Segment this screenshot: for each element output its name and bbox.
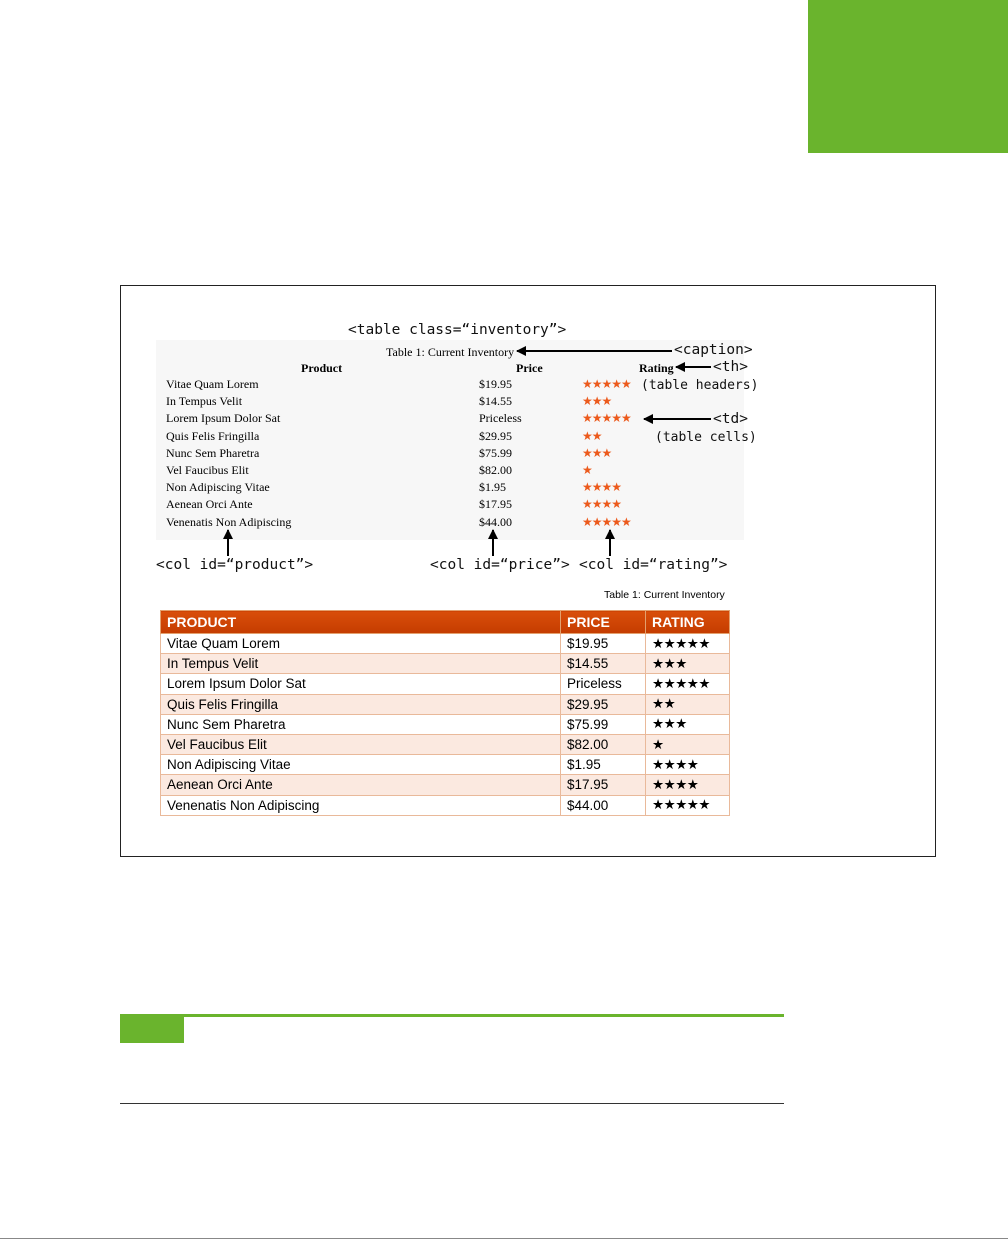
note-top-rule (120, 1014, 784, 1017)
note-bottom-rule (120, 1103, 784, 1104)
rating-stars-icon: ★★★★★ (646, 795, 730, 815)
styled-cell-product: In Tempus Velit (161, 654, 561, 674)
unstyled-cell-price: $17.95 (479, 497, 512, 512)
styled-cell-price: $44.00 (561, 795, 646, 815)
styled-cell-product: Quis Felis Fringilla (161, 694, 561, 714)
unstyled-cell-price: $29.95 (479, 428, 512, 443)
styled-table-body (161, 634, 730, 816)
rating-stars-icon: ★★★★ (582, 497, 622, 512)
styled-cell-price: $29.95 (561, 694, 646, 714)
rating-stars-icon: ★★★★★ (582, 377, 631, 391)
unstyled-cell-price: $82.00 (479, 463, 512, 477)
styled-table-row (161, 795, 730, 815)
styled-table-row (161, 775, 730, 795)
styled-header-product: PRODUCT (161, 611, 561, 634)
col-price-label: <col id=“price”> (430, 557, 570, 573)
unstyled-cell-product: Non Adipiscing Vitae (166, 480, 270, 495)
rating-stars-icon: ★★★★ (646, 755, 730, 775)
rating-stars-icon: ★★★ (582, 394, 612, 409)
unstyled-cell-price: $1.95 (479, 480, 506, 495)
rating-stars-icon: ★★★ (646, 714, 730, 734)
unstyled-cell-product: Vel Faucibus Elit (166, 463, 249, 477)
rating-stars-icon: ★★★★ (582, 480, 622, 495)
unstyled-table-row (156, 514, 744, 531)
styled-cell-product: Venenatis Non Adipiscing (161, 795, 561, 815)
unstyled-header-rating: Rating (639, 361, 674, 375)
unstyled-header-product: Product (301, 361, 343, 375)
rating-stars-icon: ★★★ (582, 445, 612, 460)
unstyled-table-row (156, 445, 744, 462)
th-tag-label: <th> (713, 359, 748, 375)
unstyled-cell-product: In Tempus Velit (166, 394, 243, 409)
styled-cell-product: Non Adipiscing Vitae (161, 755, 561, 775)
rating-stars-icon: ★★★★★ (582, 514, 631, 529)
styled-cell-price: $1.95 (561, 755, 646, 775)
unstyled-cell-price: $44.00 (479, 514, 512, 529)
page-bottom-rule (0, 1238, 1008, 1239)
unstyled-cell-product: Lorem Ipsum Dolor Sat (166, 411, 281, 426)
td-description-label: (table cells) (655, 430, 757, 445)
rating-stars-icon: ★★★★★ (646, 674, 730, 694)
styled-header-price: PRICE (561, 611, 646, 634)
styled-cell-price: Priceless (561, 674, 646, 694)
styled-table-row (161, 755, 730, 775)
styled-cell-product: Aenean Orci Ante (161, 775, 561, 795)
styled-table (160, 610, 730, 816)
chapter-tab (808, 0, 1008, 153)
table-tag-label: <table class=“inventory”> (348, 322, 567, 338)
rating-stars-icon: ★★★ (646, 654, 730, 674)
styled-table-row (161, 694, 730, 714)
styled-table-row (161, 674, 730, 694)
styled-cell-price: $75.99 (561, 714, 646, 734)
unstyled-cell-price: $19.95 (479, 377, 512, 391)
rating-stars-icon: ★★★★ (646, 775, 730, 795)
unstyled-table-row (156, 410, 744, 427)
note-tab (120, 1017, 184, 1043)
caption-tag-label: <caption> (674, 342, 753, 358)
unstyled-cell-price: Priceless (479, 411, 522, 426)
styled-cell-product: Vel Faucibus Elit (161, 734, 561, 754)
col-product-label: <col id=“product”> (156, 557, 314, 573)
styled-table-row (161, 734, 730, 754)
unstyled-table-caption: Table 1: Current Inventory (386, 345, 515, 359)
unstyled-header-price: Price (516, 361, 543, 375)
unstyled-cell-price: $75.99 (479, 445, 512, 460)
unstyled-table-row (156, 393, 744, 410)
rating-stars-icon: ★★★★★ (646, 634, 730, 654)
styled-cell-product: Vitae Quam Lorem (161, 634, 561, 654)
td-tag-label: <td> (713, 411, 748, 427)
rating-stars-icon: ★★ (646, 694, 730, 714)
styled-table-row (161, 634, 730, 654)
styled-table-row (161, 714, 730, 734)
unstyled-table-row (156, 496, 744, 513)
styled-cell-product: Lorem Ipsum Dolor Sat (161, 674, 561, 694)
unstyled-cell-product: Aenean Orci Ante (166, 497, 253, 512)
styled-cell-price: $19.95 (561, 634, 646, 654)
rating-stars-icon: ★★★★★ (582, 411, 631, 426)
styled-cell-product: Nunc Sem Pharetra (161, 714, 561, 734)
th-description-label: (table headers) (641, 378, 759, 393)
rating-stars-icon: ★ (646, 734, 730, 754)
unstyled-table-row (156, 479, 744, 496)
styled-header-rating: RATING (646, 611, 730, 634)
unstyled-cell-product: Venenatis Non Adipiscing (166, 514, 292, 529)
rating-stars-icon: ★★ (582, 428, 602, 443)
unstyled-cell-product: Nunc Sem Pharetra (166, 445, 260, 460)
styled-table-caption: Table 1: Current Inventory (604, 589, 725, 601)
unstyled-table-row (156, 462, 744, 479)
col-rating-label: <col id=“rating”> (579, 557, 728, 573)
styled-cell-price: $14.55 (561, 654, 646, 674)
styled-cell-price: $17.95 (561, 775, 646, 795)
rating-stars-icon: ★ (582, 463, 592, 477)
unstyled-cell-product: Vitae Quam Lorem (166, 377, 259, 391)
styled-table-row (161, 654, 730, 674)
styled-cell-price: $82.00 (561, 734, 646, 754)
unstyled-cell-price: $14.55 (479, 394, 512, 409)
unstyled-cell-product: Quis Felis Fringilla (166, 428, 260, 443)
